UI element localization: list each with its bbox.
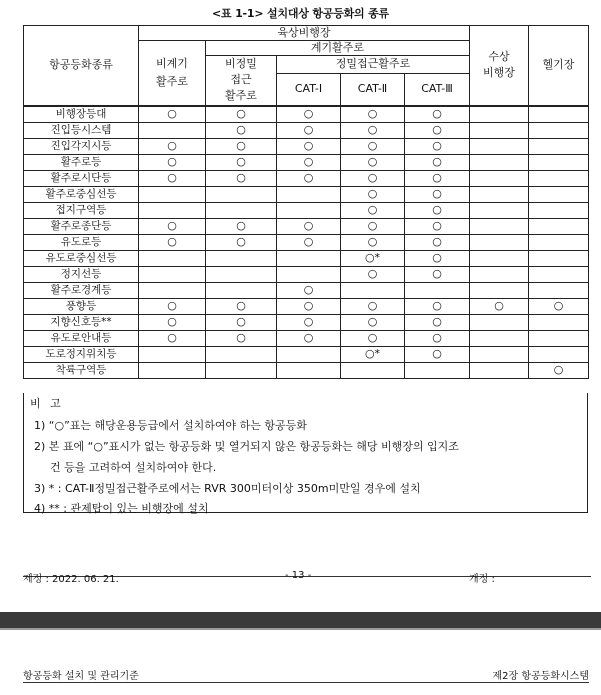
cell-cat3 [405,298,470,314]
required-mark: ○ [303,154,314,168]
cell-non-instrument [139,202,206,218]
page-number: - 13 - [285,570,312,581]
cell-non-instrument [139,314,206,330]
cell-non-instrument [139,138,206,154]
required-mark: ○ [367,234,378,248]
cell-cat1 [277,154,341,170]
row-lighting-name: 활주로시단등 [24,170,139,186]
table-title: <표 1-1> 설치대상 항공등화의 종류 [212,7,389,20]
cell-non-precision [206,282,277,298]
cell-water [470,202,529,218]
header-water-aerodrome: 수상 비행장 [470,26,529,106]
cell-cat2 [341,106,405,123]
table-row [24,362,589,378]
cell-water [470,330,529,346]
header-instrument-runway: 계기활주로 [206,41,470,56]
required-mark: ○ [167,314,177,328]
table-row [24,122,589,138]
cell-cat2 [341,202,405,218]
page-separator-shadow [0,628,601,630]
cell-water [470,298,529,314]
required-mark: ○ [367,314,378,328]
cell-non-precision [206,362,277,378]
cell-non-precision [206,170,277,186]
required-mark: ○ [367,170,378,184]
header-land-aerodrome: 육상비행장 [139,26,470,41]
cell-cat1 [277,170,341,186]
cell-water [470,234,529,250]
table-row [24,218,589,234]
cell-heliport [529,186,589,202]
cell-non-instrument [139,330,206,346]
cell-heliport [529,346,589,362]
required-mark: ○ [432,138,442,152]
cell-water [470,314,529,330]
header-precision-runway: 정밀접근활주로 [277,56,470,74]
cell-heliport [529,282,589,298]
required-mark: ○ [432,266,442,280]
cell-cat2 [341,362,405,378]
cell-water [470,282,529,298]
required-mark: ○ [303,218,314,232]
cell-non-instrument [139,170,206,186]
cell-cat3 [405,346,470,362]
header-cat1: CAT-Ⅰ [277,74,341,106]
row-lighting-name: 접지구역등 [24,202,139,218]
required-mark: ○ [432,218,442,232]
cell-heliport [529,122,589,138]
table-row [24,282,589,298]
page-separator [0,612,601,628]
cell-heliport [529,106,589,123]
required-mark: ○ [167,234,177,248]
header-non-precision-runway: 비정밀 접근 활주로 [206,56,277,106]
required-mark: ○ [303,122,314,136]
required-mark: ○ [494,298,504,312]
cell-cat1 [277,298,341,314]
required-mark: ○ [432,250,442,264]
cell-cat1 [277,138,341,154]
required-mark: ○ [367,202,378,216]
cell-heliport [529,234,589,250]
cell-cat3 [405,234,470,250]
note-3: 3) * : CAT-Ⅱ정밀접근활주로에서는 RVR 300미터이상 350m미만일 경우에 설치 [34,482,421,495]
cell-cat2 [341,266,405,282]
header-non-instrument-runway: 비계기 활주로 [139,41,206,106]
required-mark: ○ [367,298,378,312]
required-mark: ○ [432,346,442,360]
cell-cat2 [341,170,405,186]
required-mark: ○* [364,346,381,360]
required-mark: ○ [432,202,442,216]
required-mark: ○ [432,154,442,168]
required-mark: ○ [367,122,378,136]
cell-water [470,122,529,138]
cell-cat2 [341,186,405,202]
table-row [24,298,589,314]
cell-non-precision [206,138,277,154]
row-lighting-name: 유도로안내등 [24,330,139,346]
row-lighting-name: 비행장등대 [24,106,139,123]
cell-cat2 [341,314,405,330]
revised-date: 개정 : [469,574,495,585]
cell-cat2 [341,330,405,346]
required-mark: ○ [236,154,246,168]
required-mark: ○ [236,330,246,344]
cell-water [470,250,529,266]
required-mark: ○ [303,106,314,120]
table-body [24,106,589,379]
cell-heliport [529,170,589,186]
cell-non-precision [206,186,277,202]
required-mark: ○ [432,234,442,248]
table-row [24,234,589,250]
required-mark: ○ [167,106,177,120]
required-mark: ○* [364,250,381,264]
cell-cat1 [277,106,341,123]
required-mark: ○ [432,186,442,200]
row-lighting-name: 활주로등 [24,154,139,170]
cell-cat2 [341,282,405,298]
notes-box [23,393,588,513]
required-mark: ○ [167,170,177,184]
required-mark: ○ [553,298,564,312]
row-lighting-name: 지향신호등** [24,314,139,330]
required-mark: ○ [303,170,314,184]
required-mark: ○ [367,106,378,120]
cell-heliport [529,330,589,346]
cell-cat2 [341,298,405,314]
cell-heliport [529,154,589,170]
cell-non-instrument [139,362,206,378]
cell-non-instrument [139,346,206,362]
cell-cat3 [405,266,470,282]
cell-cat2 [341,218,405,234]
required-mark: ○ [167,218,177,232]
established-date: 제정 : 2022. 06. 21. [23,574,119,585]
cell-cat2 [341,138,405,154]
page-footer [23,570,591,585]
cell-cat1 [277,250,341,266]
cell-cat2 [341,122,405,138]
cell-cat1 [277,186,341,202]
cell-non-instrument [139,218,206,234]
required-mark: ○ [167,298,177,312]
cell-cat3 [405,170,470,186]
table-row [24,154,589,170]
cell-heliport [529,218,589,234]
cell-water [470,154,529,170]
required-mark: ○ [303,234,314,248]
cell-cat1 [277,218,341,234]
cell-non-instrument [139,298,206,314]
cell-cat3 [405,218,470,234]
required-mark: ○ [236,106,246,120]
cell-non-instrument [139,186,206,202]
required-mark: ○ [236,298,246,312]
required-mark: ○ [303,330,314,344]
cell-cat3 [405,250,470,266]
row-lighting-name: 활주로중심선등 [24,186,139,202]
cell-non-precision [206,346,277,362]
required-mark: ○ [553,362,564,376]
lighting-table [23,25,589,379]
cell-cat1 [277,266,341,282]
required-mark: ○ [367,218,378,232]
document-title: 항공등화 설치 및 관리기준 [23,671,139,682]
note-2-line-2: 건 등을 고려하여 설치하여야 한다. [50,461,217,474]
cell-heliport [529,250,589,266]
table-row [24,314,589,330]
required-mark: ○ [367,330,378,344]
row-lighting-name: 활주로종단등 [24,218,139,234]
cell-water [470,346,529,362]
cell-non-precision [206,154,277,170]
cell-heliport [529,138,589,154]
note-2-line-1: 2) 본 표에 “○”표시가 없는 항공등화 및 열거되지 않은 항공등화는 해당 비행장의 입지조 [34,440,459,453]
cell-cat2 [341,250,405,266]
table-row [24,202,589,218]
cell-non-instrument [139,154,206,170]
cell-water [470,170,529,186]
required-mark: ○ [167,154,177,168]
row-lighting-name: 유도로등 [24,234,139,250]
header-lighting-type: 항공등화종류 [24,26,139,106]
required-mark: ○ [236,138,246,152]
cell-heliport [529,298,589,314]
required-mark: ○ [303,282,314,296]
table-row [24,330,589,346]
row-lighting-name: 정지선등 [24,266,139,282]
required-mark: ○ [367,186,378,200]
cell-cat1 [277,314,341,330]
cell-non-instrument [139,122,206,138]
required-mark: ○ [167,330,177,344]
cell-cat1 [277,202,341,218]
cell-cat3 [405,202,470,218]
required-mark: ○ [236,122,246,136]
required-mark: ○ [236,170,246,184]
row-lighting-name: 진입등시스템 [24,122,139,138]
cell-cat3 [405,122,470,138]
cell-non-precision [206,298,277,314]
required-mark: ○ [367,138,378,152]
table-row [24,138,589,154]
cell-cat1 [277,122,341,138]
cell-cat3 [405,362,470,378]
required-mark: ○ [432,330,442,344]
cell-water [470,218,529,234]
cell-water [470,106,529,123]
table-row [24,186,589,202]
required-mark: ○ [236,234,246,248]
cell-heliport [529,202,589,218]
required-mark: ○ [432,106,442,120]
required-mark: ○ [167,138,177,152]
row-lighting-name: 착륙구역등 [24,362,139,378]
required-mark: ○ [432,298,442,312]
cell-water [470,138,529,154]
cell-cat1 [277,346,341,362]
cell-non-instrument [139,234,206,250]
required-mark: ○ [236,218,246,232]
required-mark: ○ [432,170,442,184]
cell-heliport [529,314,589,330]
next-page-header [23,667,589,683]
cell-non-precision [206,218,277,234]
cell-cat3 [405,138,470,154]
required-mark: ○ [432,314,442,328]
row-lighting-name: 활주로경계등 [24,282,139,298]
cell-non-precision [206,314,277,330]
cell-heliport [529,362,589,378]
table-row [24,250,589,266]
header-cat2: CAT-Ⅱ [341,74,405,106]
cell-non-instrument [139,250,206,266]
cell-cat3 [405,282,470,298]
cell-cat1 [277,362,341,378]
required-mark: ○ [303,138,314,152]
cell-non-instrument [139,282,206,298]
cell-non-precision [206,234,277,250]
note-1: 1) “○”표는 해당운용등급에서 설치하여야 하는 항공등화 [34,419,307,432]
required-mark: ○ [303,298,314,312]
row-lighting-name: 진입각지시등 [24,138,139,154]
cell-cat3 [405,330,470,346]
cell-cat1 [277,234,341,250]
table-row [24,266,589,282]
required-mark: ○ [432,122,442,136]
note-4: 4) ** : 관제탑이 있는 비행장에 설치 [34,502,209,515]
cell-non-precision [206,250,277,266]
chapter-title: 제2장 항공등화시스템 [492,671,589,682]
header-heliport: 헬기장 [529,26,589,106]
cell-non-instrument [139,266,206,282]
cell-non-precision [206,330,277,346]
notes-heading: 비 고 [30,397,64,410]
cell-cat3 [405,186,470,202]
cell-cat3 [405,106,470,123]
cell-non-instrument [139,106,206,123]
cell-water [470,266,529,282]
row-lighting-name: 풍향등 [24,298,139,314]
cell-non-precision [206,266,277,282]
cell-non-precision [206,202,277,218]
cell-non-precision [206,122,277,138]
table-row [24,346,589,362]
cell-water [470,362,529,378]
cell-cat1 [277,330,341,346]
table-row [24,170,589,186]
cell-cat3 [405,154,470,170]
cell-cat2 [341,154,405,170]
row-lighting-name: 도로정지위치등 [24,346,139,362]
cell-non-precision [206,106,277,123]
required-mark: ○ [236,314,246,328]
cell-cat3 [405,314,470,330]
table-row [24,106,589,123]
cell-cat2 [341,346,405,362]
row-lighting-name: 유도로중심선등 [24,250,139,266]
cell-cat1 [277,282,341,298]
required-mark: ○ [367,266,378,280]
cell-water [470,186,529,202]
required-mark: ○ [303,314,314,328]
header-cat3: CAT-Ⅲ [405,74,470,106]
required-mark: ○ [367,154,378,168]
cell-heliport [529,266,589,282]
cell-cat2 [341,234,405,250]
